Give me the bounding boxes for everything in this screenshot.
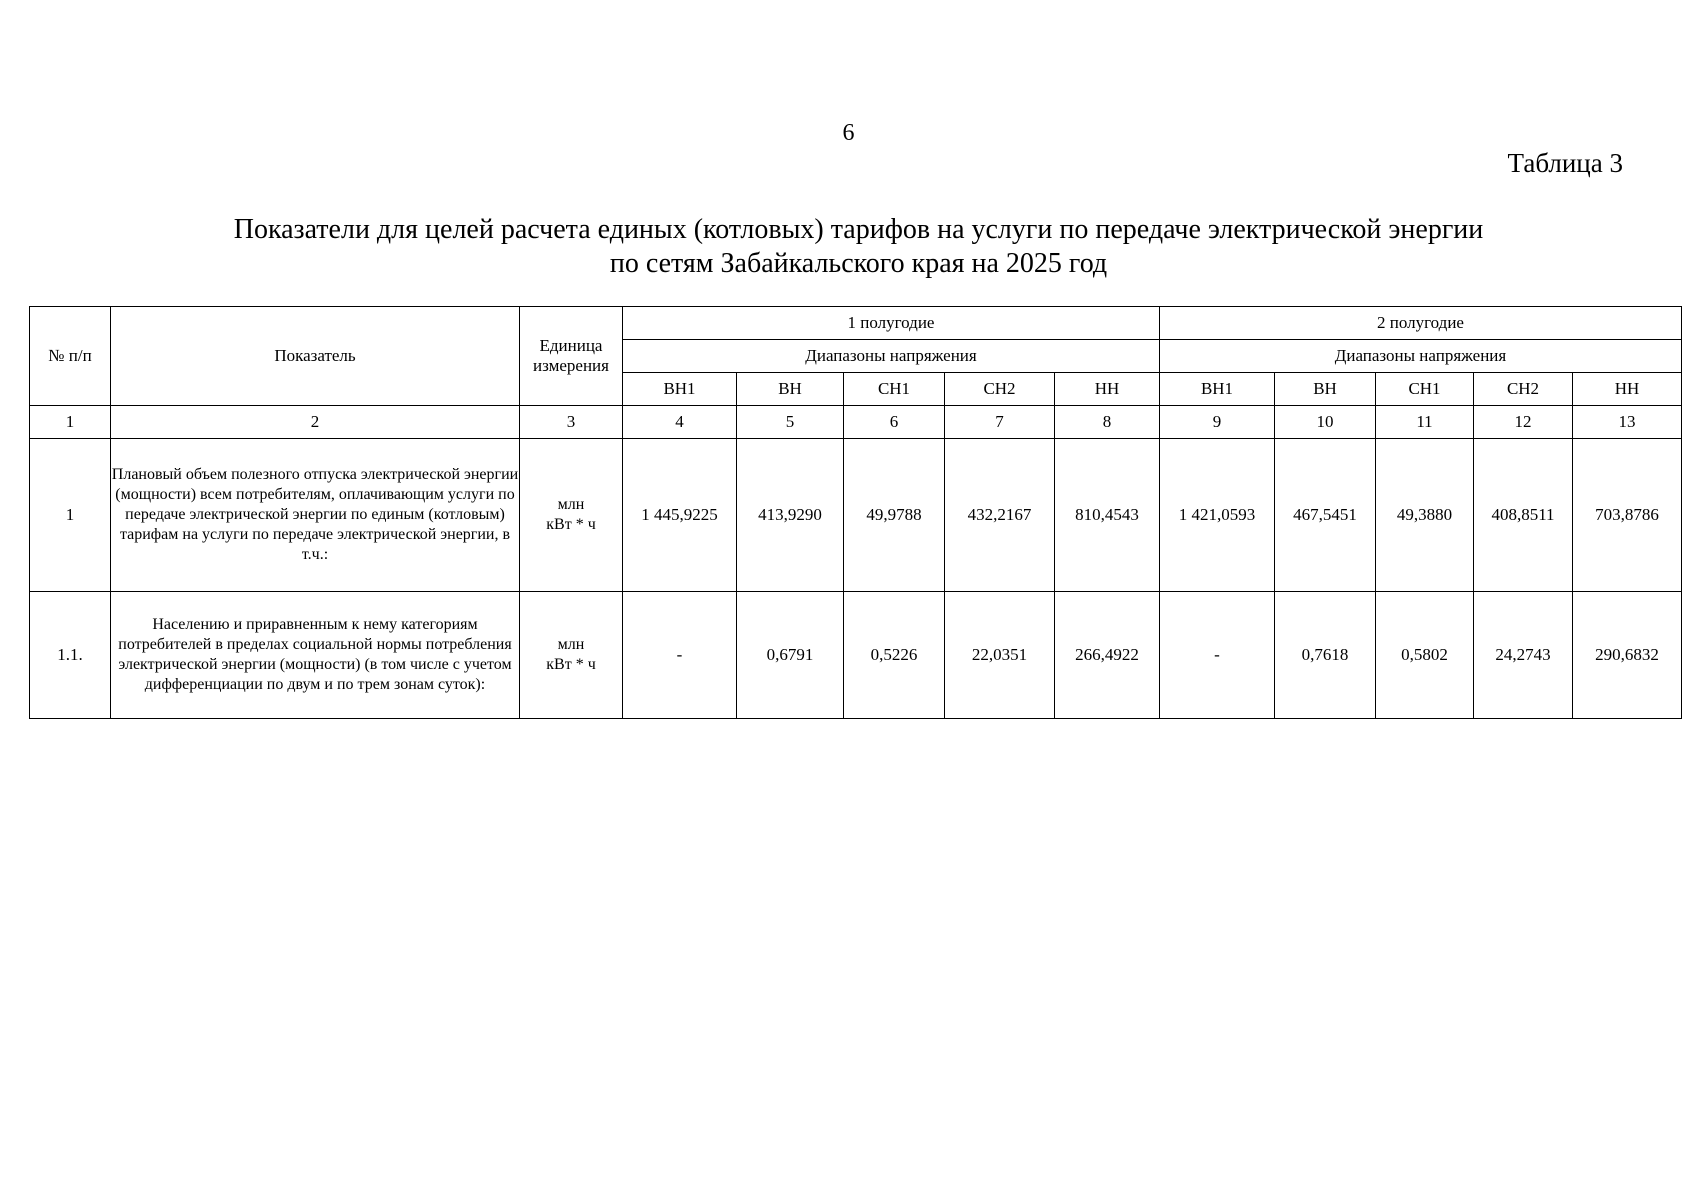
row-value: 467,5451 bbox=[1275, 439, 1376, 592]
column-number: 5 bbox=[737, 406, 844, 439]
row-value: 703,8786 bbox=[1573, 439, 1682, 592]
unit-line: млн bbox=[557, 636, 585, 653]
column-number: 12 bbox=[1474, 406, 1573, 439]
row-number: 1.1. bbox=[30, 592, 111, 719]
header-num: № п/п bbox=[30, 307, 111, 406]
header-voltage: НН bbox=[1055, 373, 1160, 406]
row-value: 266,4922 bbox=[1055, 592, 1160, 719]
unit-line: млн bbox=[557, 496, 585, 513]
row-value: 413,9290 bbox=[737, 439, 844, 592]
column-number: 2 bbox=[111, 406, 520, 439]
header-voltage: НН bbox=[1573, 373, 1682, 406]
header-voltage: СН1 bbox=[844, 373, 945, 406]
row-value: 408,8511 bbox=[1474, 439, 1573, 592]
row-value: - bbox=[623, 592, 737, 719]
table-row bbox=[30, 439, 1682, 592]
row-indicator: Плановый объем полезного отпуска электрической энергии (мощности) всем потребителям, оплачивающим услуги по передаче электрической энергии по единым (котловым) тарифам на услуги по передаче электрической энергии, в т.ч.: bbox=[111, 439, 520, 592]
header-row-halves bbox=[30, 307, 1682, 340]
row-value: 0,6791 bbox=[737, 592, 844, 719]
row-value: 49,9788 bbox=[844, 439, 945, 592]
indicators-table bbox=[29, 306, 1682, 719]
header-voltage: ВН bbox=[737, 373, 844, 406]
column-number: 13 bbox=[1573, 406, 1682, 439]
unit-line: кВт * ч bbox=[546, 656, 596, 673]
column-number: 9 bbox=[1160, 406, 1275, 439]
row-unit bbox=[520, 592, 623, 719]
header-voltage: ВН1 bbox=[1160, 373, 1275, 406]
row-value: 0,5802 bbox=[1376, 592, 1474, 719]
title-line-2: по сетям Забайкальского края на 2025 год bbox=[609, 248, 1108, 279]
header-voltage: СН2 bbox=[945, 373, 1055, 406]
header-unit: Единица измерения bbox=[520, 307, 623, 406]
title-line-1: Показатели для целей расчета единых (котловых) тарифов на услуги по передаче электрической энергии bbox=[233, 214, 1484, 245]
header-voltage: СН1 bbox=[1376, 373, 1474, 406]
table-caption: Таблица 3 bbox=[1507, 148, 1623, 178]
unit-line: кВт * ч bbox=[546, 516, 596, 533]
row-value: 24,2743 bbox=[1474, 592, 1573, 719]
header-voltage: ВН1 bbox=[623, 373, 737, 406]
row-value: 1 445,9225 bbox=[623, 439, 737, 592]
column-number: 3 bbox=[520, 406, 623, 439]
row-value: 290,6832 bbox=[1573, 592, 1682, 719]
row-value: 22,0351 bbox=[945, 592, 1055, 719]
header-voltage-ranges-1: Диапазоны напряжения bbox=[623, 340, 1160, 373]
header-indicator: Показатель bbox=[111, 307, 520, 406]
column-number: 8 bbox=[1055, 406, 1160, 439]
column-number-row bbox=[30, 406, 1682, 439]
header-half-1: 1 полугодие bbox=[623, 307, 1160, 340]
row-value: 810,4543 bbox=[1055, 439, 1160, 592]
column-number: 10 bbox=[1275, 406, 1376, 439]
column-number: 1 bbox=[30, 406, 111, 439]
column-number: 4 bbox=[623, 406, 737, 439]
header-voltage: ВН bbox=[1275, 373, 1376, 406]
row-indicator: Населению и приравненным к нему категориям потребителей в пределах социальной нормы потребления электрической энергии (мощности) (в том числе с учетом дифференциации по двум и по трем зонам суток): bbox=[111, 592, 520, 719]
header-voltage-ranges-2: Диапазоны напряжения bbox=[1160, 340, 1682, 373]
row-unit bbox=[520, 439, 623, 592]
row-value: 432,2167 bbox=[945, 439, 1055, 592]
header-half-2: 2 полугодие bbox=[1160, 307, 1682, 340]
column-number: 6 bbox=[844, 406, 945, 439]
row-value: 0,5226 bbox=[844, 592, 945, 719]
row-value: - bbox=[1160, 592, 1275, 719]
document-title bbox=[0, 213, 1697, 281]
page-number: 6 bbox=[842, 120, 855, 146]
column-number: 11 bbox=[1376, 406, 1474, 439]
header-voltage: СН2 bbox=[1474, 373, 1573, 406]
column-number: 7 bbox=[945, 406, 1055, 439]
row-value: 0,7618 bbox=[1275, 592, 1376, 719]
row-value: 49,3880 bbox=[1376, 439, 1474, 592]
row-value: 1 421,0593 bbox=[1160, 439, 1275, 592]
row-number: 1 bbox=[30, 439, 111, 592]
table-row bbox=[30, 592, 1682, 719]
